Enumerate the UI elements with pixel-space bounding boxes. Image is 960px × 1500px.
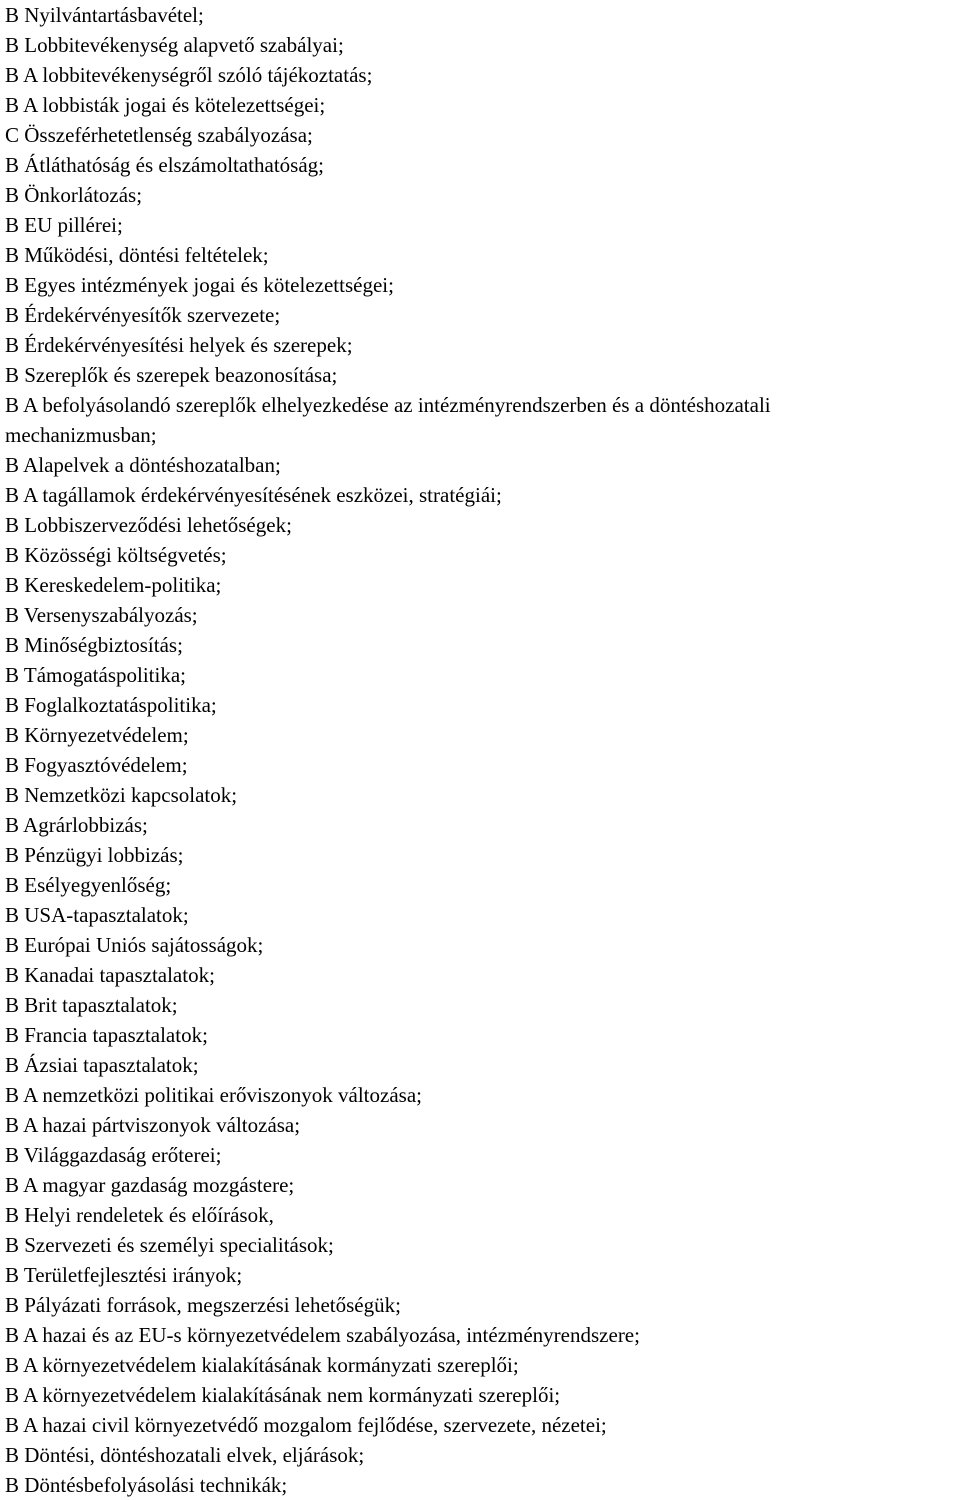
- document-line: B Versenyszabályozás;: [5, 603, 198, 627]
- document-line: B Döntésbefolyásolási technikák;: [5, 1473, 288, 1497]
- document-line: B A környezetvédelem kialakításának nem kormányzati szereplői;: [5, 1383, 561, 1407]
- document-line: B Minőségbiztosítás;: [5, 633, 183, 657]
- document-line: C Összeférhetetlenség szabályozása;: [5, 123, 313, 147]
- document-line: B Lobbitevékenység alapvető szabályai;: [5, 33, 344, 57]
- document-line: B Francia tapasztalatok;: [5, 1023, 208, 1047]
- document-line: B Átláthatóság és elszámoltathatóság;: [5, 153, 324, 177]
- document-line: B Nemzetközi kapcsolatok;: [5, 783, 238, 807]
- document-line: B Nyilvántartásbavétel;: [5, 3, 204, 27]
- document-line: B A lobbitevékenységről szóló tájékoztatás;: [5, 63, 373, 87]
- document-line: B Ázsiai tapasztalatok;: [5, 1053, 199, 1077]
- document-line: B A hazai civil környezetvédő mozgalom fejlődése, szervezete, nézetei;: [5, 1413, 607, 1437]
- document-line: B Önkorlátozás;: [5, 183, 143, 207]
- document-line: B Döntési, döntéshozatali elvek, eljárások;: [5, 1443, 365, 1467]
- document-line: B Érdekérvényesítők szervezete;: [5, 303, 281, 327]
- document-line: B A tagállamok érdekérvényesítésének eszközei, stratégiái;: [5, 483, 502, 507]
- document-line: B A hazai pártviszonyok változása;: [5, 1113, 301, 1137]
- document-line: B USA-tapasztalatok;: [5, 903, 189, 927]
- document-line: B A környezetvédelem kialakításának kormányzati szereplői;: [5, 1353, 519, 1377]
- document-line: B Európai Uniós sajátosságok;: [5, 933, 264, 957]
- document-line: B Pályázati források, megszerzési lehetőségük;: [5, 1293, 401, 1317]
- document-line: B Kereskedelem-politika;: [5, 573, 222, 597]
- document-line: B Fogyasztóvédelem;: [5, 753, 188, 777]
- document-line: B Kanadai tapasztalatok;: [5, 963, 215, 987]
- document-line: B Pénzügyi lobbizás;: [5, 843, 184, 867]
- document-line: B A magyar gazdaság mozgástere;: [5, 1173, 295, 1197]
- document-line: B A nemzetközi politikai erőviszonyok változása;: [5, 1083, 422, 1107]
- document-line: B A befolyásolandó szereplők elhelyezkedése az intézményrendszerben és a döntéshozatali: [5, 393, 771, 417]
- document-line: B Környezetvédelem;: [5, 723, 189, 747]
- document-line: B Agrárlobbizás;: [5, 813, 148, 837]
- document-line: B EU pillérei;: [5, 213, 123, 237]
- document-line: B Lobbiszerveződési lehetőségek;: [5, 513, 292, 537]
- document-line: B A lobbisták jogai és kötelezettségei;: [5, 93, 326, 117]
- document-line: B Alapelvek a döntéshozatalban;: [5, 453, 281, 477]
- document-line: B A hazai és az EU-s környezetvédelem szabályozása, intézményrendszere;: [5, 1323, 640, 1347]
- document-line: B Közösségi költségvetés;: [5, 543, 227, 567]
- document-line: B Területfejlesztési irányok;: [5, 1263, 243, 1287]
- document-line: B Foglalkoztatáspolitika;: [5, 693, 217, 717]
- document-line: B Esélyegyenlőség;: [5, 873, 172, 897]
- document-line: B Világgazdaság erőterei;: [5, 1143, 222, 1167]
- document-line: B Szervezeti és személyi specialitások;: [5, 1233, 334, 1257]
- document-line: B Támogatáspolitika;: [5, 663, 187, 687]
- document-line: B Működési, döntési feltételek;: [5, 243, 269, 267]
- document-line: mechanizmusban;: [5, 423, 157, 447]
- document-line: B Egyes intézmények jogai és kötelezettségei;: [5, 273, 394, 297]
- document-line: B Brit tapasztalatok;: [5, 993, 178, 1017]
- document-line: B Érdekérvényesítési helyek és szerepek;: [5, 333, 353, 357]
- document-body: [5, 0, 955, 1500]
- document-line: B Szereplők és szerepek beazonosítása;: [5, 363, 338, 387]
- document-line: B Helyi rendeletek és előírások,: [5, 1203, 274, 1227]
